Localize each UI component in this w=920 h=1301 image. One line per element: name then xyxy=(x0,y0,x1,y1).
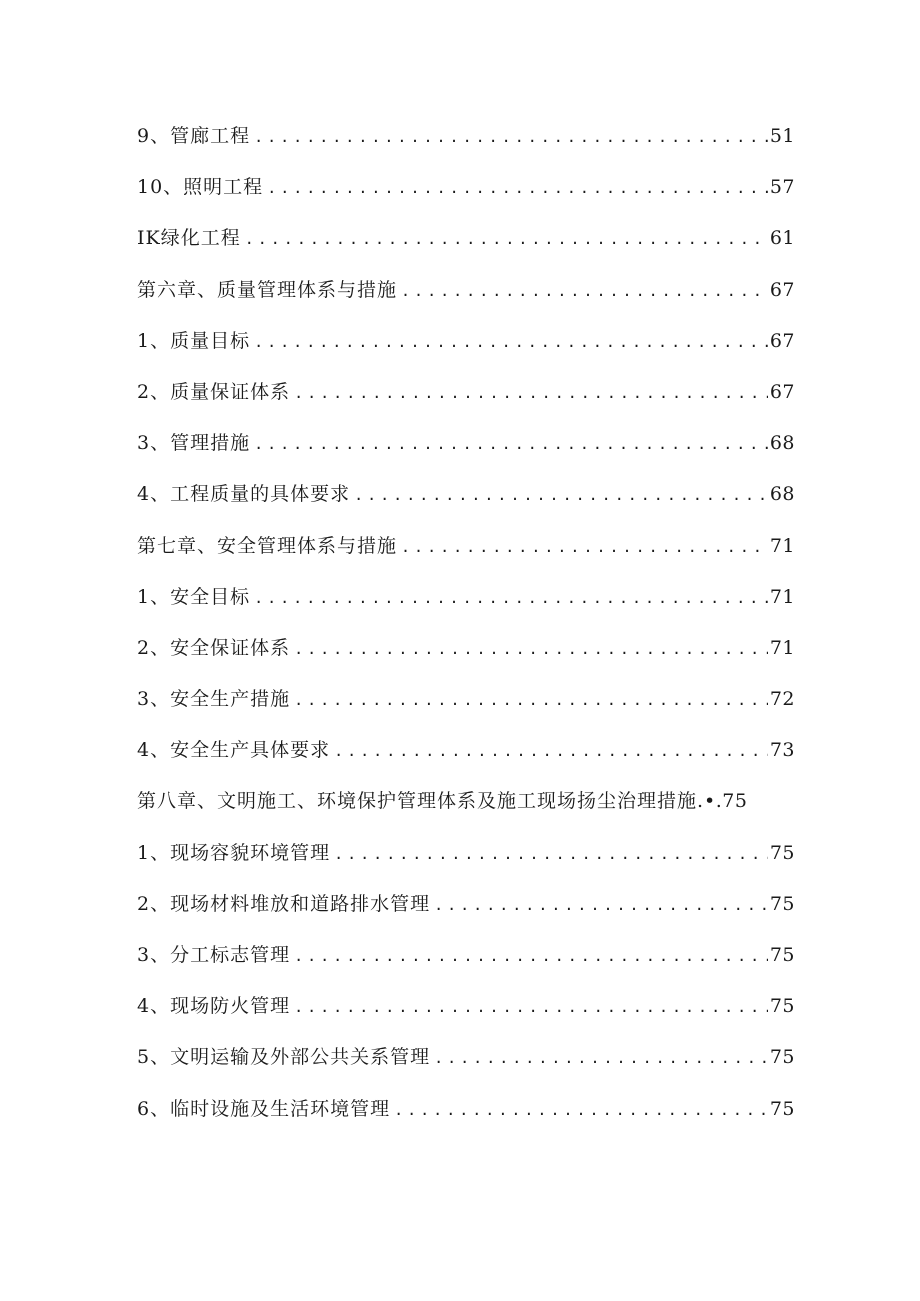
toc-entry-page: 67 xyxy=(769,278,795,301)
toc-entry-page: •.75 xyxy=(704,790,748,813)
toc-entry-title: 第六章、质量管理体系与措施 xyxy=(137,278,398,301)
toc-dot-leader xyxy=(254,117,768,157)
toc-entry-page: 71 xyxy=(769,636,795,659)
toc-entry[interactable] xyxy=(137,628,795,679)
toc-entry[interactable] xyxy=(137,833,795,884)
toc-entry-page: 67 xyxy=(769,380,795,403)
toc-dot-leader xyxy=(434,1038,768,1078)
toc-entry-title: 9、管廊工程 xyxy=(137,125,251,147)
toc-dot-leader xyxy=(334,731,768,771)
toc-dot-leader xyxy=(394,1090,768,1130)
toc-entry-page: 68 xyxy=(769,483,795,506)
toc-chapter-entry[interactable] xyxy=(137,781,795,832)
toc-entry-page: 75 xyxy=(769,995,795,1018)
toc-dot-leader xyxy=(245,219,768,259)
toc-entry[interactable] xyxy=(137,986,795,1037)
toc-dot-leader xyxy=(401,527,768,567)
toc-dot-leader xyxy=(294,987,768,1027)
toc-entry-title: 4、现场防火管理 xyxy=(137,995,291,1018)
toc-entry-title: 2、质量保证体系 xyxy=(137,380,291,403)
toc-entry-page: 57 xyxy=(769,176,795,199)
toc-entry-page: 75 xyxy=(769,944,795,966)
toc-entry-title: 第七章、安全管理体系与措施 xyxy=(137,534,398,557)
toc-dot-leader xyxy=(254,322,768,362)
toc-entry-page: 61 xyxy=(769,227,795,250)
toc-dot-leader xyxy=(294,373,768,413)
toc-entry-title: 2、现场材料堆放和道路排水管理 xyxy=(137,892,431,915)
toc-entry[interactable] xyxy=(137,474,795,525)
toc-entry-title: 10、照明工程 xyxy=(137,176,264,199)
toc-dot-leader xyxy=(354,475,768,515)
toc-dot-leader xyxy=(434,885,768,925)
toc-dot-leader xyxy=(334,834,768,874)
toc-entry-title: 2、安全保证体系 xyxy=(137,636,291,659)
table-of-contents xyxy=(137,116,795,1140)
toc-entry-page: 73 xyxy=(769,739,795,762)
toc-entry-title: 3、管理措施 xyxy=(137,432,251,455)
toc-entry-title: 1、质量目标 xyxy=(137,329,251,352)
toc-entry-title: 第八章、文明施工、环境保护管理体系及施工现场扬尘治理措施. xyxy=(137,790,705,813)
toc-entry[interactable] xyxy=(137,1089,795,1140)
toc-entry-title: 5、文明运输及外部公共关系管理 xyxy=(137,1046,431,1069)
toc-dot-leader xyxy=(294,629,768,669)
toc-entry-title: 3、分工标志管理 xyxy=(137,944,291,966)
toc-dot-leader xyxy=(294,936,768,976)
toc-entry-page: 68 xyxy=(769,432,795,455)
toc-entry[interactable] xyxy=(137,679,795,730)
toc-entry[interactable] xyxy=(137,218,795,269)
toc-chapter-entry[interactable] xyxy=(137,526,795,577)
toc-dot-leader xyxy=(267,168,768,208)
toc-entry[interactable] xyxy=(137,884,795,935)
toc-entry-page: 72 xyxy=(769,688,795,711)
toc-dot-leader xyxy=(254,424,768,464)
toc-entry-page: 75 xyxy=(769,841,795,864)
toc-chapter-entry[interactable] xyxy=(137,270,795,321)
toc-entry-title: IK绿化工程 xyxy=(137,227,241,250)
toc-entry[interactable] xyxy=(137,116,795,167)
toc-entry[interactable] xyxy=(137,423,795,474)
toc-entry-page: 71 xyxy=(769,534,795,557)
toc-entry-title: 1、安全目标 xyxy=(137,585,251,608)
toc-entry[interactable] xyxy=(137,321,795,372)
toc-entry[interactable] xyxy=(137,577,795,628)
toc-entry-page: 71 xyxy=(769,585,795,608)
toc-entry-page: 75 xyxy=(769,1046,795,1069)
toc-entry[interactable] xyxy=(137,730,795,781)
toc-entry[interactable] xyxy=(137,372,795,423)
toc-entry[interactable] xyxy=(137,1037,795,1088)
toc-entry-title: 4、安全生产具体要求 xyxy=(137,739,331,762)
toc-entry-page: 75 xyxy=(769,1097,795,1120)
toc-entry[interactable] xyxy=(137,935,795,986)
toc-entry-page: 51 xyxy=(769,125,795,147)
toc-entry-page: 67 xyxy=(769,329,795,352)
toc-dot-leader xyxy=(294,680,768,720)
toc-entry-title: 6、临时设施及生活环境管理 xyxy=(137,1097,391,1120)
toc-entry-title: 1、现场容貌环境管理 xyxy=(137,841,331,864)
toc-entry-page: 75 xyxy=(769,892,795,915)
toc-entry[interactable] xyxy=(137,167,795,218)
toc-entry-title: 4、工程质量的具体要求 xyxy=(137,483,351,506)
toc-dot-leader xyxy=(401,271,768,311)
toc-entry-title: 3、安全生产措施 xyxy=(137,688,291,711)
toc-dot-leader xyxy=(254,578,768,618)
